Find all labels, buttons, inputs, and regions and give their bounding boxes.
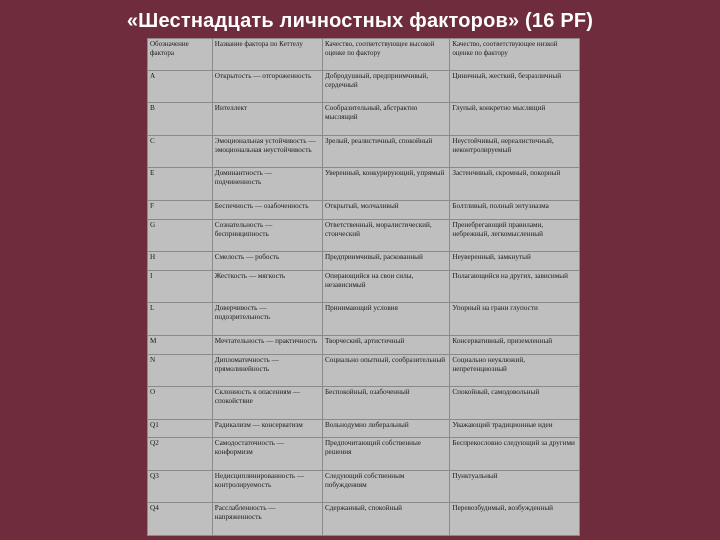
slide-title: «Шестнадцать личностных факторов» (16 PF) — [126, 10, 594, 32]
low-score-cell: Упорный на грани глупости — [450, 303, 580, 336]
table-row — [148, 354, 580, 387]
table-row — [148, 270, 580, 303]
header-cell: Качество, соответствующее высокой оценке по фактору — [322, 39, 449, 71]
high-score-cell: Ответственный, моралистический, стоический — [322, 219, 449, 252]
factor-code-cell: L — [148, 303, 213, 336]
factor-code-cell: B — [148, 103, 213, 136]
factor-code-cell: Q4 — [148, 503, 213, 536]
table-row — [148, 419, 580, 438]
high-score-cell: Беспокойный, озабоченный — [322, 387, 449, 420]
factor-name-cell: Доминантность — подчиненность — [212, 168, 322, 201]
table-row — [148, 303, 580, 336]
low-score-cell: Глупый, конкретно мыслящий — [450, 103, 580, 136]
high-score-cell: Вольнодумно либеральный — [322, 419, 449, 438]
factor-table-container — [147, 38, 580, 536]
factor-code-cell: Q2 — [148, 438, 213, 471]
low-score-cell: Болтливый, полный энтузиазма — [450, 201, 580, 220]
factor-name-cell: Самодостаточность — конформизм — [212, 438, 322, 471]
table-row — [148, 252, 580, 271]
low-score-cell: Пунктуальный — [450, 470, 580, 503]
factor-name-cell: Открытость — отгороженность — [212, 70, 322, 103]
low-score-cell: Социально неуклюжий, непретенциозный — [450, 354, 580, 387]
table-row — [148, 201, 580, 220]
high-score-cell: Следующий собственным побуждениям — [322, 470, 449, 503]
low-score-cell: Консервативный, приземленный — [450, 335, 580, 354]
factor-name-cell: Смелость — робость — [212, 252, 322, 271]
factor-code-cell: C — [148, 135, 213, 168]
low-score-cell: Циничный, жесткий, безразличный — [450, 70, 580, 103]
table-row — [148, 503, 580, 536]
factor-name-cell: Дипломатичность — прямолинейность — [212, 354, 322, 387]
table-row — [148, 219, 580, 252]
table-row — [148, 387, 580, 420]
factor-code-cell: F — [148, 201, 213, 220]
factor-name-cell: Склонность к опасениям — спокойствие — [212, 387, 322, 420]
factor-code-cell: E — [148, 168, 213, 201]
high-score-cell: Сдержанный, спокойный — [322, 503, 449, 536]
factor-name-cell: Сознательность — беспринципность — [212, 219, 322, 252]
low-score-cell: Перевозбудимый, возбужденный — [450, 503, 580, 536]
high-score-cell: Открытый, молчаливый — [322, 201, 449, 220]
factor-name-cell: Доверчивость — подозрительность — [212, 303, 322, 336]
table-row — [148, 168, 580, 201]
table-row — [148, 103, 580, 136]
factor-name-cell: Радикализм — консерватизм — [212, 419, 322, 438]
table-row — [148, 70, 580, 103]
table-row — [148, 438, 580, 471]
factor-table — [147, 38, 580, 536]
factor-name-cell: Эмоциональная устойчивость — эмоциональная неустойчивость — [212, 135, 322, 168]
low-score-cell: Неустойчивый, нереалистичный, неконтролируемый — [450, 135, 580, 168]
high-score-cell: Принимающий условия — [322, 303, 449, 336]
low-score-cell: Полагающийся на других, зависимый — [450, 270, 580, 303]
factor-code-cell: O — [148, 387, 213, 420]
header-cell: Название фактора по Кеттелу — [212, 39, 322, 71]
factor-name-cell: Расслабленность — напряженность — [212, 503, 322, 536]
low-score-cell: Пренебрегающий правилами, небрежный, легкомысленный — [450, 219, 580, 252]
high-score-cell: Творческий, артистичный — [322, 335, 449, 354]
factor-code-cell: Q1 — [148, 419, 213, 438]
table-row — [148, 470, 580, 503]
factor-name-cell: Интеллект — [212, 103, 322, 136]
high-score-cell: Опирающийся на свои силы, независимый — [322, 270, 449, 303]
factor-name-cell: Мечтательность — практичность — [212, 335, 322, 354]
factor-code-cell: M — [148, 335, 213, 354]
table-header-row — [148, 39, 580, 71]
factor-code-cell: H — [148, 252, 213, 271]
high-score-cell: Сообразительный, абстрактно мыслящий — [322, 103, 449, 136]
low-score-cell: Беспрекословно следующий за другими — [450, 438, 580, 471]
factor-name-cell: Жесткость — мягкость — [212, 270, 322, 303]
low-score-cell: Спокойный, самодовольный — [450, 387, 580, 420]
factor-code-cell: G — [148, 219, 213, 252]
factor-code-cell: N — [148, 354, 213, 387]
low-score-cell: Неуверенный, замкнутый — [450, 252, 580, 271]
high-score-cell: Предприимчивый, раскованный — [322, 252, 449, 271]
low-score-cell: Уважающий традиционные идеи — [450, 419, 580, 438]
factor-code-cell: I — [148, 270, 213, 303]
factor-code-cell: A — [148, 70, 213, 103]
factor-name-cell: Недисциплинированность — контролируемость — [212, 470, 322, 503]
factor-code-cell: Q3 — [148, 470, 213, 503]
header-cell: Качество, соответствующее низкой оценке по фактору — [450, 39, 580, 71]
low-score-cell: Застенчивый, скромный, покорный — [450, 168, 580, 201]
high-score-cell: Уверенный, конкурирующий, упрямый — [322, 168, 449, 201]
high-score-cell: Социально опытный, сообразительный — [322, 354, 449, 387]
high-score-cell: Предпочитающий собственные решения — [322, 438, 449, 471]
table-row — [148, 135, 580, 168]
high-score-cell: Зрелый, реалистичный, спокойный — [322, 135, 449, 168]
factor-name-cell: Беспечность — озабоченность — [212, 201, 322, 220]
header-cell: Обозначение фактора — [148, 39, 213, 71]
high-score-cell: Добродушный, предприимчивый, сердечный — [322, 70, 449, 103]
table-row — [148, 335, 580, 354]
